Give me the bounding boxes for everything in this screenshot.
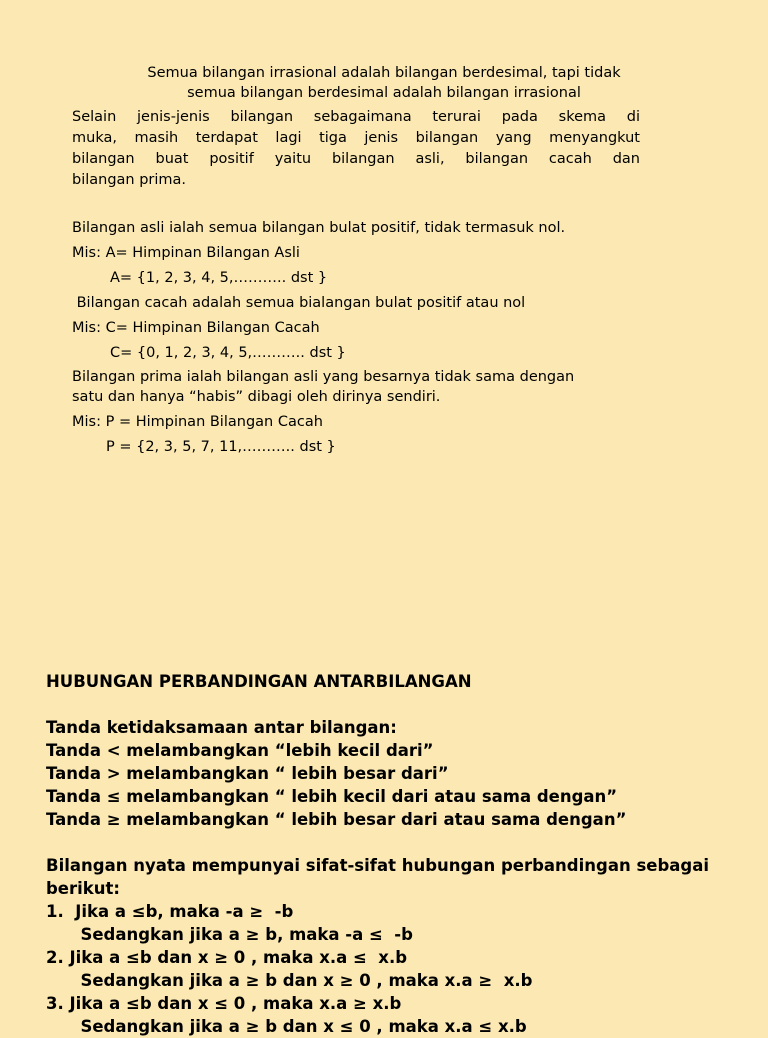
para-line-1: Selain jenis-jenis bilangan sebagaimana terurai pada skema di <box>72 109 640 125</box>
prima-set: P = {2, 3, 5, 7, 11,……….. dst } <box>106 439 336 455</box>
prima-definition-2: satu dan hanya “habis” dibagi oleh dirinya sendiri. <box>72 389 441 405</box>
asli-definition: Bilangan asli ialah semua bilangan bulat positif, tidak termasuk nol. <box>72 220 566 236</box>
asli-set: A= {1, 2, 3, 4, 5,……….. dst } <box>110 270 328 286</box>
prima-example: Mis: P = Himpinan Bilangan Cacah <box>72 414 323 430</box>
sifat-intro-2: berikut: <box>46 879 121 898</box>
tanda-item: Tanda > melambangkan “ lebih besar dari” <box>46 764 449 783</box>
prima-definition-1: Bilangan prima ialah bilangan asli yang besarnya tidak sama dengan <box>72 369 575 385</box>
tanda-item: Tanda < melambangkan “lebih kecil dari” <box>46 741 434 760</box>
section-heading: HUBUNGAN PERBANDINGAN ANTARBILANGAN <box>46 672 472 691</box>
tanda-item: Tanda ≤ melambangkan “ lebih kecil dari atau sama dengan” <box>46 787 618 806</box>
sifat-item: Sedangkan jika a ≥ b dan x ≥ 0 , maka x.a ≥ x.b <box>46 971 533 990</box>
sifat-item: 1. Jika a ≤b, maka -a ≥ -b <box>46 902 294 921</box>
para-line-4: bilangan prima. <box>72 172 187 188</box>
cacah-example: Mis: C= Himpinan Bilangan Cacah <box>72 320 320 336</box>
sifat-item: Sedangkan jika a ≥ b dan x ≤ 0 , maka x.a ≤ x.b <box>46 1017 527 1036</box>
para-line-3: bilangan buat positif yaitu bilangan asli, bilangan cacah dan <box>72 151 640 167</box>
para-line-2: muka, masih terdapat lagi tiga jenis bilangan yang menyangkut <box>72 130 640 146</box>
tanda-item: Tanda ≥ melambangkan “ lebih besar dari atau sama dengan” <box>46 810 627 829</box>
intro-line-2: semua bilangan berdesimal adalah bilangan irrasional <box>187 85 581 101</box>
intro-line-1: Semua bilangan irrasional adalah bilangan berdesimal, tapi tidak <box>147 65 621 81</box>
sifat-intro-1: Bilangan nyata mempunyai sifat-sifat hubungan perbandingan sebagai <box>46 856 709 875</box>
asli-example: Mis: A= Himpinan Bilangan Asli <box>72 245 300 261</box>
tanda-title: Tanda ketidaksamaan antar bilangan: <box>46 718 397 737</box>
sifat-item: 2. Jika a ≤b dan x ≥ 0 , maka x.a ≤ x.b <box>46 948 408 967</box>
sifat-item: 3. Jika a ≤b dan x ≤ 0 , maka x.a ≥ x.b <box>46 994 402 1013</box>
sifat-item: Sedangkan jika a ≥ b, maka -a ≤ -b <box>46 925 413 944</box>
cacah-definition: Bilangan cacah adalah semua bialangan bulat positif atau nol <box>72 295 526 311</box>
cacah-set: C= {0, 1, 2, 3, 4, 5,……….. dst } <box>110 345 346 361</box>
